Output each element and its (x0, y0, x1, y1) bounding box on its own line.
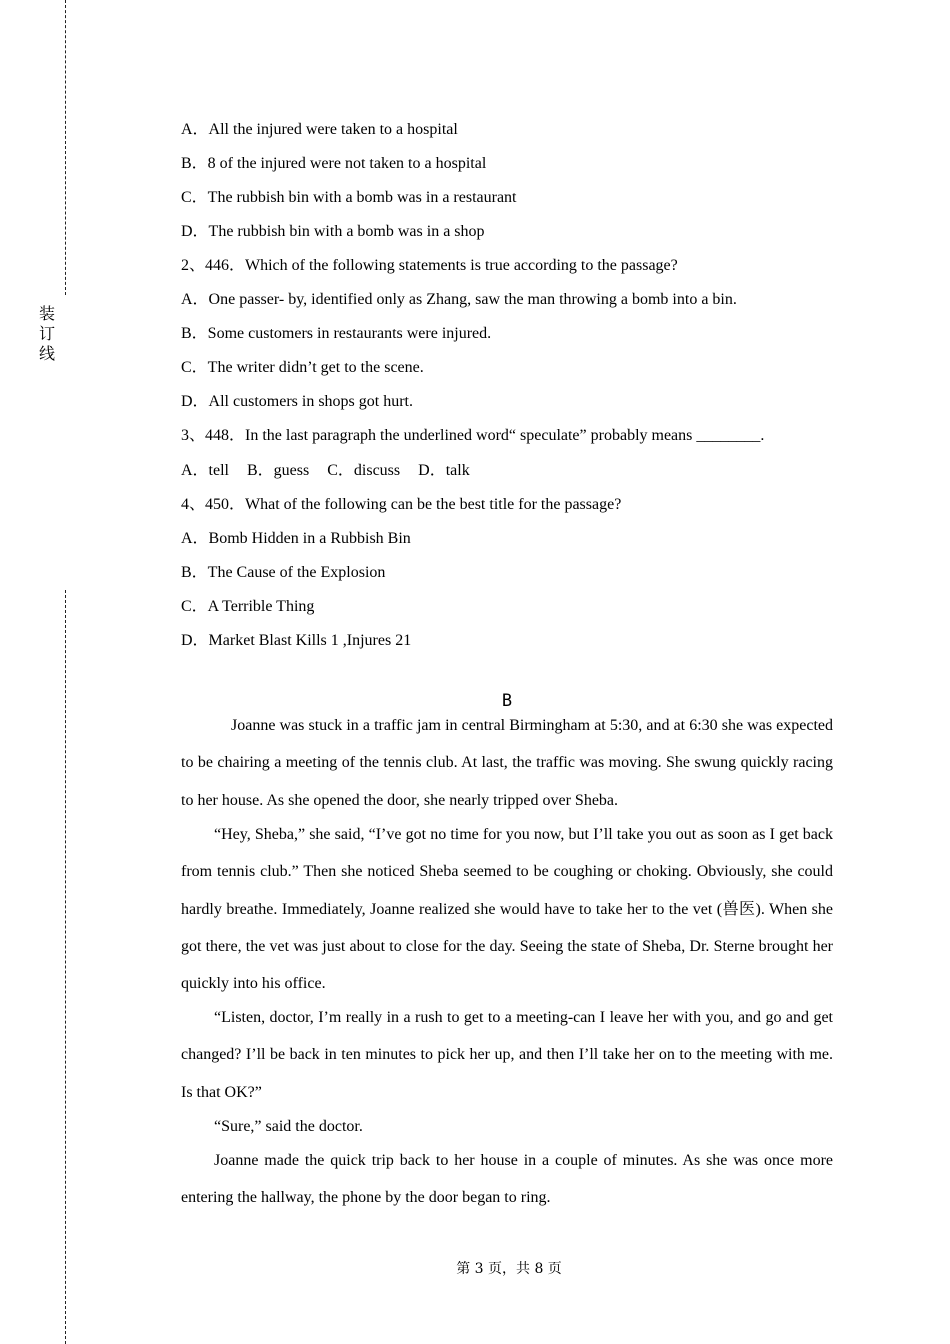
binding-margin-label (38, 304, 56, 364)
binding-dashed-line-bottom (65, 590, 66, 1344)
passage-paragraph: Joanne was stuck in a traffic jam in central Birmingham at 5:30, and at 6:30 she was expected to be chairing a meeting of the tennis club. At last, the traffic was moving. She swung quickly racing to her house. As she opened the door, she nearly tripped over Sheba. (181, 717, 833, 809)
passage-paragraph: “Sure,” said the doctor. (214, 1118, 363, 1135)
q4-option-a: A．Bomb Hidden in a Rubbish Bin (181, 530, 411, 547)
passage-paragraph: “Hey, Sheba,” she said, “I’ve got no time for you now, but I’ll take you out as soon as I get back from tennis club.” Then she noticed Sheba seemed to be coughing or choking. Obviously, she could hardly breathe. Immediately, Joanne realized she would have to take her to the vet (兽医). When she got there, the vet was just about to close for the day. Seeing the state of Sheba, Dr. Sterne brought her quickly into his office. (181, 826, 833, 993)
q3-option-b: B．guess (247, 462, 310, 479)
q3-option-c: C．discuss (327, 462, 401, 479)
q3-stem: 3、448．In the last paragraph the underlined word“ speculate” probably means ________. (181, 427, 765, 444)
q4-option-c: C．A Terrible Thing (181, 598, 315, 615)
q2-stem: 2、446．Which of the following statements is true according to the passage? (181, 257, 678, 274)
q4-stem: 4、450．What of the following can be the best title for the passage? (181, 496, 622, 513)
q3-option-d: D．talk (418, 462, 470, 479)
q3-option-a: A．tell (181, 462, 229, 479)
q2-option-c: C．The writer didn’t get to the scene. (181, 359, 424, 376)
q1-option-b: B．8 of the injured were not taken to a hospital (181, 155, 487, 172)
q2-option-d: D．All customers in shops got hurt. (181, 393, 413, 410)
q4-option-d: D．Market Blast Kills 1 ,Injures 21 (181, 632, 412, 649)
q1-option-c: C．The rubbish bin with a bomb was in a restaurant (181, 189, 517, 206)
q2-option-b: B．Some customers in restaurants were injured. (181, 325, 492, 342)
page-footer: 第 3 页，共 8 页 (456, 1261, 562, 1277)
q4-option-b: B．The Cause of the Explosion (181, 564, 386, 581)
binding-label-char: 订 (38, 324, 55, 343)
passage-paragraph: Joanne made the quick trip back to her house in a couple of minutes. As she was once more entering the hallway, the phone by the door began to ring. (181, 1152, 833, 1207)
q1-option-d: D．The rubbish bin with a bomb was in a shop (181, 223, 485, 240)
passage-paragraph: “Listen, doctor, I’m really in a rush to get to a meeting-can I leave her with you, and go and get changed? I’ll be back in ten minutes to pick her up, and then I’ll take her on to the meeting with me. Is that OK?” (181, 1009, 833, 1101)
binding-dashed-line-top (65, 0, 66, 295)
binding-label-char: 装 (38, 304, 55, 323)
binding-label-char: 线 (38, 344, 55, 363)
q2-option-a: A．One passer- by, identified only as Zhang, saw the man throwing a bomb into a bin. (181, 291, 737, 308)
section-b-title: B (501, 691, 513, 711)
q1-option-a: A．All the injured were taken to a hospital (181, 121, 458, 138)
q3-options (181, 461, 470, 481)
